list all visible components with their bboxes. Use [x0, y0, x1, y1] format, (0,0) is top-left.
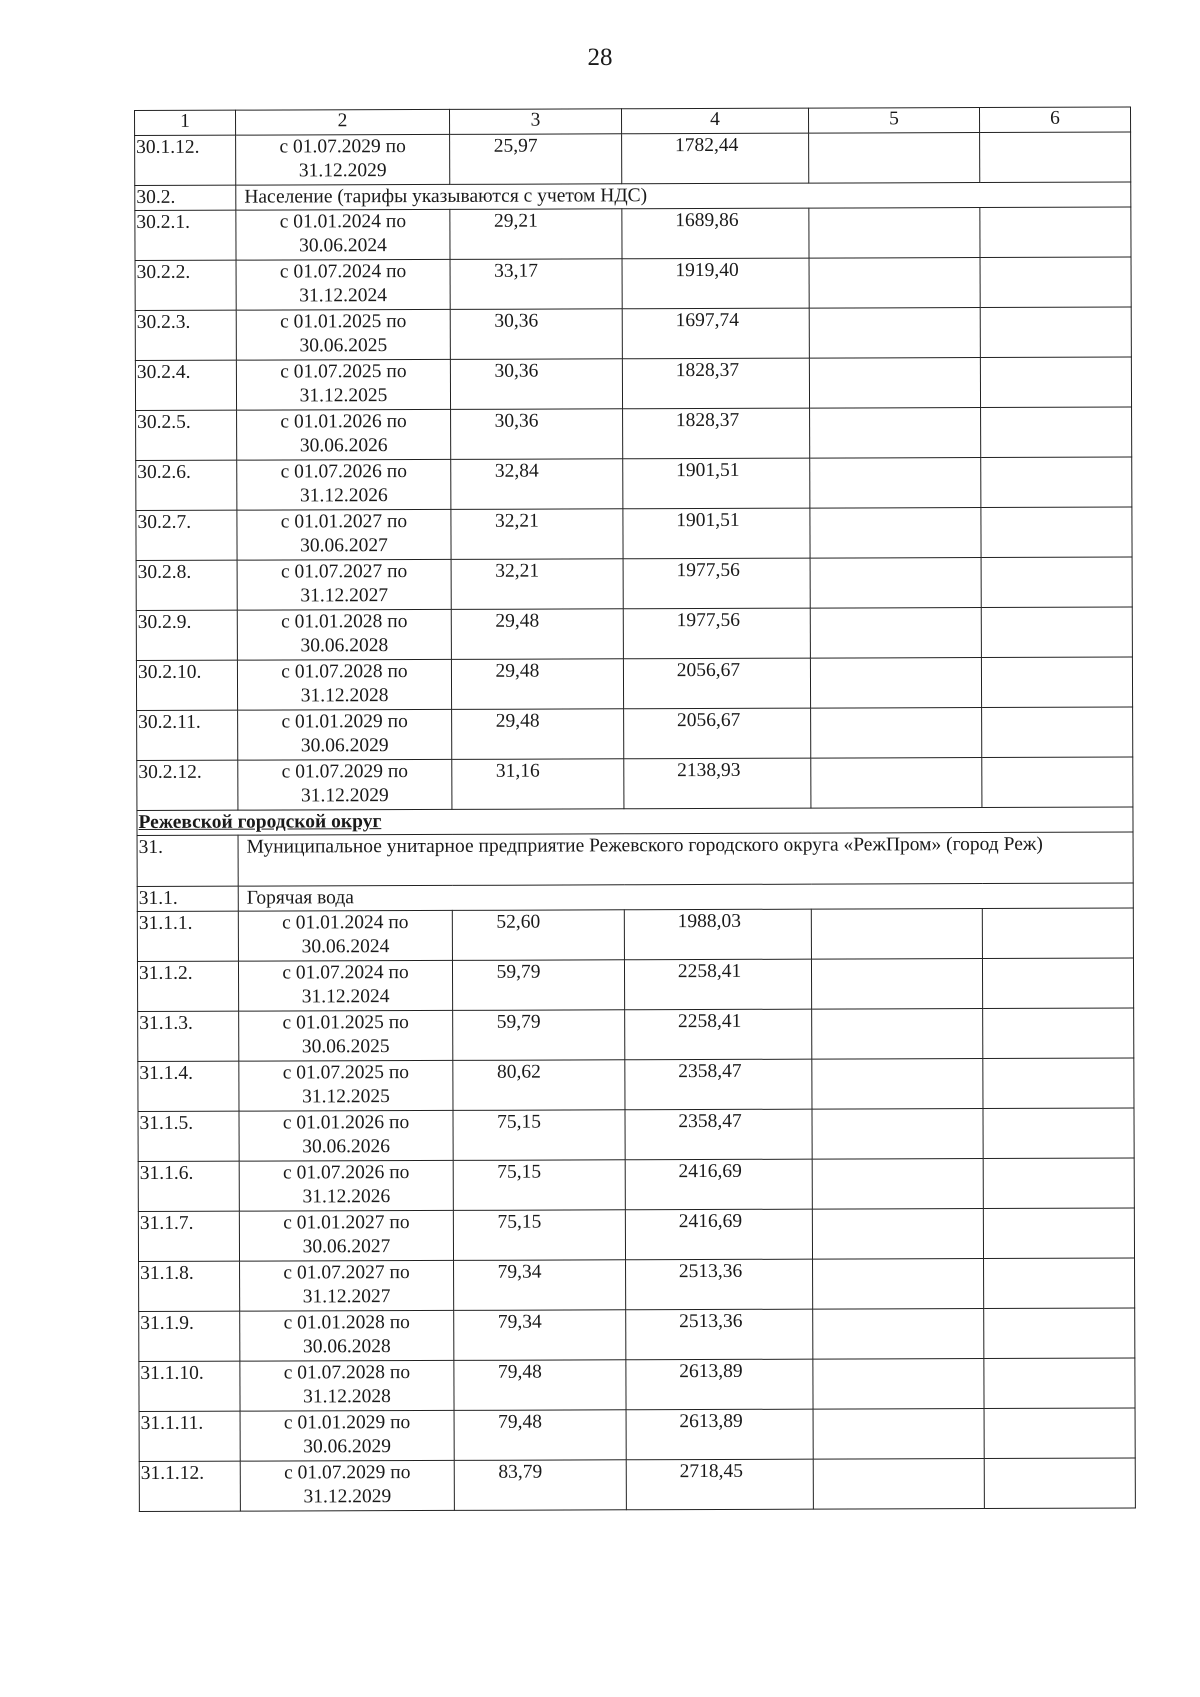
tariff-value-col3: 32,21: [451, 559, 623, 610]
empty-cell-col6: [984, 1258, 1135, 1309]
period-start: с 01.01.2029 по: [283, 1412, 411, 1434]
empty-cell-col6: [981, 607, 1132, 658]
row-number: 30.2.1.: [135, 210, 236, 260]
tariff-row: [137, 908, 1133, 961]
period-start: с 01.01.2026 по: [282, 1112, 410, 1134]
row-number: 31.1.4.: [138, 1061, 239, 1111]
period-start: с 01.01.2028 по: [281, 611, 408, 633]
category-row: [135, 182, 1131, 210]
tariff-value-col3: 75,15: [453, 1160, 625, 1211]
tariff-value-col4: 1977,56: [623, 608, 810, 659]
empty-cell-col6: [983, 1158, 1134, 1209]
empty-cell-col6: [980, 257, 1131, 308]
tariff-value-col3: 52,60: [452, 910, 624, 961]
row-number: 31.: [137, 835, 238, 886]
organization-row: [137, 832, 1133, 886]
tariff-value-col4: 1901,51: [623, 508, 810, 559]
period-start: с 01.07.2028 по: [283, 1362, 411, 1384]
empty-cell-col5: [810, 408, 981, 459]
period-end: 31.12.2027: [302, 1286, 391, 1308]
period-cell: [236, 209, 450, 260]
row-number: 30.2.10.: [136, 660, 237, 710]
period-start: с 01.01.2024 по: [279, 211, 407, 233]
tariff-row: [139, 1458, 1135, 1511]
empty-cell-col6: [984, 1308, 1135, 1359]
tariff-value-col4: 2358,47: [625, 1059, 812, 1110]
tariff-value-col3: 79,34: [454, 1260, 626, 1311]
period-cell: [236, 259, 450, 310]
empty-cell-col5: [813, 1359, 984, 1410]
period-cell: [239, 1110, 453, 1161]
period-end: 30.06.2026: [299, 435, 388, 457]
tariff-row: [139, 1408, 1135, 1461]
row-number: 30.2.5.: [136, 410, 237, 460]
row-number: 31.1.1.: [137, 911, 238, 961]
tariff-row: [135, 257, 1131, 310]
period-start: с 01.07.2025 по: [282, 1062, 410, 1084]
tariff-value-col3: 30,36: [450, 359, 622, 410]
period-cell: [240, 1260, 454, 1311]
tariff-value-col4: 1697,74: [622, 308, 809, 359]
period-end: 31.12.2027: [300, 585, 389, 607]
period-start: с 01.07.2029 по: [284, 1462, 411, 1484]
tariff-value-col4: 2056,67: [624, 708, 811, 759]
tariff-row: [136, 507, 1132, 560]
tariff-value-col3: 32,21: [451, 509, 623, 560]
tariff-row: [136, 557, 1132, 610]
row-number: 30.2.3.: [135, 310, 236, 360]
empty-cell-col6: [984, 1458, 1135, 1509]
period-end: 30.06.2027: [300, 535, 388, 557]
tariff-row: [137, 757, 1133, 810]
period-end: 31.12.2026: [299, 485, 388, 507]
period-end: 30.06.2024: [299, 235, 387, 257]
period-start: с 01.01.2025 по: [280, 311, 407, 333]
tariff-value-col4: 1689,86: [622, 208, 809, 259]
empty-cell-col5: [810, 658, 981, 709]
period-end: 31.12.2025: [302, 1086, 390, 1108]
tariff-row: [135, 307, 1131, 360]
period-start: с 01.07.2027 по: [280, 561, 408, 583]
tariff-value-col4: 1977,56: [623, 558, 810, 609]
column-header-1: 1: [135, 110, 236, 135]
tariff-value-col3: 79,48: [454, 1410, 626, 1461]
row-number: 31.1.10.: [139, 1361, 240, 1411]
row-number: 31.1.6.: [138, 1161, 239, 1211]
tariff-value-col3: 29,48: [451, 609, 623, 660]
empty-cell-col6: [982, 757, 1133, 808]
tariff-value-col3: 59,79: [453, 1010, 625, 1061]
tariff-value-col3: 29,48: [452, 709, 624, 760]
empty-cell-col6: [981, 557, 1132, 608]
tariff-table: [134, 107, 1136, 1512]
empty-cell-col5: [811, 959, 982, 1010]
tariff-value-col3: 30,36: [451, 409, 623, 460]
empty-cell-col5: [810, 608, 981, 659]
empty-cell-col6: [981, 457, 1132, 508]
tariff-value-col3: 80,62: [453, 1060, 625, 1111]
period-start: с 01.01.2025 по: [282, 1012, 409, 1034]
row-number: 30.2.2.: [135, 260, 236, 310]
period-start: с 01.07.2027 по: [283, 1262, 410, 1284]
tariff-value-col3: 32,84: [451, 459, 623, 510]
period-cell: [237, 659, 451, 710]
column-number-header-row: [135, 107, 1131, 135]
empty-cell-col6: [980, 357, 1131, 408]
period-end: 31.12.2024: [301, 986, 390, 1008]
period-start: с 01.01.2028 по: [283, 1312, 410, 1334]
tariff-value-col3: 29,21: [450, 209, 622, 260]
empty-cell-col5: [813, 1409, 984, 1460]
category-title: Население (тарифы указываются с учетом НДС): [236, 182, 1131, 210]
empty-cell-col6: [982, 908, 1133, 959]
tariff-value-col4: 2258,41: [624, 959, 811, 1010]
row-number: 30.2.: [135, 185, 236, 210]
tariff-value-col3: 59,79: [452, 960, 624, 1011]
tariff-value-col4: 2718,45: [626, 1459, 813, 1510]
empty-cell-col6: [980, 207, 1131, 258]
tariff-value-col3: 31,16: [452, 759, 624, 810]
period-cell: [236, 359, 450, 410]
period-cell: [239, 1060, 453, 1111]
empty-cell-col5: [811, 909, 982, 960]
empty-cell-col5: [809, 133, 980, 184]
empty-cell-col6: [981, 657, 1132, 708]
period-cell: [240, 1360, 454, 1411]
category-title: Горячая вода: [238, 883, 1133, 911]
period-start: с 01.07.2029 по: [279, 136, 406, 158]
row-number: 31.1.5.: [138, 1111, 239, 1161]
row-number: 30.2.8.: [136, 560, 237, 610]
row-number: 31.1.9.: [139, 1311, 240, 1361]
period-cell: [237, 559, 451, 610]
empty-cell-col5: [812, 1009, 983, 1060]
tariff-row: [136, 607, 1132, 660]
empty-cell-col5: [812, 1109, 983, 1160]
row-number: 31.1.: [137, 886, 238, 911]
tariff-row: [135, 357, 1131, 410]
tariff-value-col3: 29,48: [451, 659, 623, 710]
period-end: 31.12.2026: [302, 1186, 391, 1208]
tariff-value-col3: 75,15: [453, 1210, 625, 1261]
row-number: 30.2.6.: [136, 460, 237, 510]
tariff-value-col3: 25,97: [450, 134, 622, 185]
empty-cell-col5: [810, 508, 981, 559]
row-number: 31.1.2.: [137, 961, 238, 1011]
period-end: 31.12.2028: [303, 1386, 391, 1408]
empty-cell-col6: [983, 1058, 1134, 1109]
row-number: 31.1.7.: [138, 1211, 239, 1261]
row-number: 31.1.11.: [139, 1411, 240, 1461]
tariff-value-col3: 33,17: [450, 259, 622, 310]
period-start: с 01.07.2026 по: [283, 1162, 410, 1184]
period-start: с 01.01.2024 по: [282, 912, 409, 934]
period-cell: [240, 1310, 454, 1361]
period-start: с 01.07.2029 по: [281, 761, 409, 783]
period-start: с 01.07.2028 по: [281, 661, 408, 683]
column-header-3: 3: [449, 109, 621, 135]
period-start: с 01.01.2029 по: [281, 711, 408, 733]
tariff-table-body: [135, 107, 1136, 1511]
empty-cell-col5: [812, 1059, 983, 1110]
tariff-row: [138, 1208, 1134, 1261]
tariff-value-col4: 1828,37: [622, 358, 809, 409]
empty-cell-col6: [982, 958, 1133, 1009]
period-end: 31.12.2029: [303, 1486, 392, 1508]
tariff-row: [138, 1158, 1134, 1211]
tariff-value-col4: 2258,41: [625, 1009, 812, 1060]
empty-cell-col6: [981, 407, 1132, 458]
period-end: 31.12.2029: [298, 160, 387, 182]
period-end: 30.06.2029: [300, 735, 389, 757]
empty-cell-col6: [980, 307, 1131, 358]
tariff-value-col3: 75,15: [453, 1110, 625, 1161]
tariff-row: [138, 1108, 1134, 1161]
period-cell: [237, 409, 451, 460]
period-end: 30.06.2025: [299, 335, 388, 357]
row-number: 31.1.8.: [139, 1261, 240, 1311]
period-cell: [240, 1410, 454, 1461]
tariff-row: [135, 132, 1131, 185]
organization-title: Муниципальное унитарное предприятие Режевского городского округа «РежПром» (город Реж): [238, 832, 1133, 886]
empty-cell-col5: [809, 208, 980, 259]
tariff-value-col4: 1782,44: [622, 133, 809, 184]
period-end: 30.06.2029: [303, 1436, 392, 1458]
period-end: 30.06.2028: [300, 635, 389, 657]
period-cell: [239, 1210, 453, 1261]
tariff-value-col4: 2613,89: [626, 1409, 813, 1460]
period-end: 31.12.2024: [299, 285, 388, 307]
empty-cell-col5: [811, 708, 982, 759]
period-end: 30.06.2027: [302, 1236, 391, 1258]
tariff-value-col4: 2416,69: [625, 1159, 812, 1210]
period-start: с 01.07.2024 по: [279, 261, 407, 283]
tariff-value-col4: 2613,89: [626, 1359, 813, 1410]
tariff-row: [135, 207, 1131, 260]
tariff-value-col4: 2358,47: [625, 1109, 812, 1160]
tariff-value-col3: 79,48: [454, 1360, 626, 1411]
empty-cell-col5: [809, 258, 980, 309]
empty-cell-col5: [812, 1209, 983, 1260]
empty-cell-col6: [982, 707, 1133, 758]
column-header-6: 6: [979, 107, 1130, 133]
period-end: 31.12.2029: [300, 785, 389, 807]
period-start: с 01.07.2026 по: [280, 461, 407, 483]
period-cell: [239, 1160, 453, 1211]
column-header-5: 5: [808, 108, 979, 134]
period-cell: [238, 910, 452, 961]
column-header-2: 2: [236, 109, 450, 135]
tariff-row: [139, 1308, 1135, 1361]
page-number: 28: [587, 44, 613, 71]
row-number: 30.2.9.: [136, 610, 237, 660]
tariff-value-col4: 1901,51: [623, 458, 810, 509]
district-row: [137, 807, 1133, 835]
district-title: Режевской городской округ: [137, 807, 1133, 835]
period-end: 31.12.2028: [300, 685, 389, 707]
tariff-value-col3: 30,36: [450, 309, 622, 360]
tariff-row: [136, 407, 1132, 460]
tariff-value-col4: 1988,03: [624, 909, 811, 960]
period-cell: [240, 1460, 454, 1511]
tariff-value-col4: 2513,36: [626, 1259, 813, 1310]
empty-cell-col5: [809, 308, 980, 359]
tariff-row: [137, 707, 1133, 760]
row-number: 30.1.12.: [135, 135, 236, 185]
tariff-row: [139, 1358, 1135, 1411]
row-number: 30.2.7.: [136, 510, 237, 560]
period-end: 30.06.2025: [301, 1036, 390, 1058]
tariff-value-col4: 2138,93: [624, 758, 811, 809]
empty-cell-col5: [809, 358, 980, 409]
row-number: 30.2.12.: [137, 760, 238, 810]
empty-cell-col5: [810, 558, 981, 609]
period-cell: [236, 309, 450, 360]
row-number: 30.2.4.: [135, 360, 236, 410]
period-cell: [239, 1010, 453, 1061]
empty-cell-col5: [813, 1259, 984, 1310]
period-cell: [238, 709, 452, 760]
empty-cell-col5: [812, 1159, 983, 1210]
empty-cell-col6: [981, 507, 1132, 558]
period-cell: [237, 459, 451, 510]
empty-cell-col6: [984, 1358, 1135, 1409]
row-number: 30.2.11.: [137, 710, 238, 760]
tariff-value-col4: 2416,69: [625, 1209, 812, 1260]
empty-cell-col5: [813, 1309, 984, 1360]
period-cell: [237, 509, 451, 560]
empty-cell-col6: [984, 1408, 1135, 1459]
tariff-row: [136, 657, 1132, 710]
empty-cell-col6: [983, 1108, 1134, 1159]
period-start: с 01.01.2027 по: [280, 511, 408, 533]
period-start: с 01.01.2026 по: [280, 411, 407, 433]
period-end: 31.12.2025: [299, 385, 388, 407]
period-end: 30.06.2028: [302, 1336, 391, 1358]
empty-cell-col5: [813, 1459, 984, 1510]
tariff-value-col3: 79,34: [454, 1310, 626, 1361]
period-start: с 01.01.2027 по: [283, 1212, 410, 1234]
tariff-value-col4: 2056,67: [623, 658, 810, 709]
period-cell: [237, 609, 451, 660]
empty-cell-col5: [810, 458, 981, 509]
period-cell: [238, 759, 452, 810]
tariff-row: [139, 1258, 1135, 1311]
tariff-value-col4: 1828,37: [623, 408, 810, 459]
empty-cell-col6: [983, 1008, 1134, 1059]
tariff-table-sheet: [134, 107, 1135, 1512]
empty-cell-col5: [811, 758, 982, 809]
tariff-value-col4: 2513,36: [626, 1309, 813, 1360]
tariff-row: [136, 457, 1132, 510]
empty-cell-col6: [983, 1208, 1134, 1259]
period-start: с 01.07.2025 по: [280, 361, 407, 383]
column-header-4: 4: [621, 108, 808, 134]
row-number: 31.1.3.: [138, 1011, 239, 1061]
tariff-value-col3: 83,79: [454, 1460, 626, 1511]
tariff-value-col4: 1919,40: [622, 258, 809, 309]
empty-cell-col6: [980, 132, 1131, 183]
tariff-row: [138, 1008, 1134, 1061]
tariff-row: [138, 1058, 1134, 1111]
period-end: 30.06.2026: [302, 1136, 391, 1158]
period-cell: [238, 960, 452, 1011]
period-end: 30.06.2024: [301, 936, 390, 958]
period-cell: [236, 134, 450, 185]
period-start: с 01.07.2024 по: [282, 962, 409, 984]
tariff-row: [137, 958, 1133, 1011]
row-number: 31.1.12.: [139, 1461, 240, 1511]
category-row: [137, 883, 1133, 911]
